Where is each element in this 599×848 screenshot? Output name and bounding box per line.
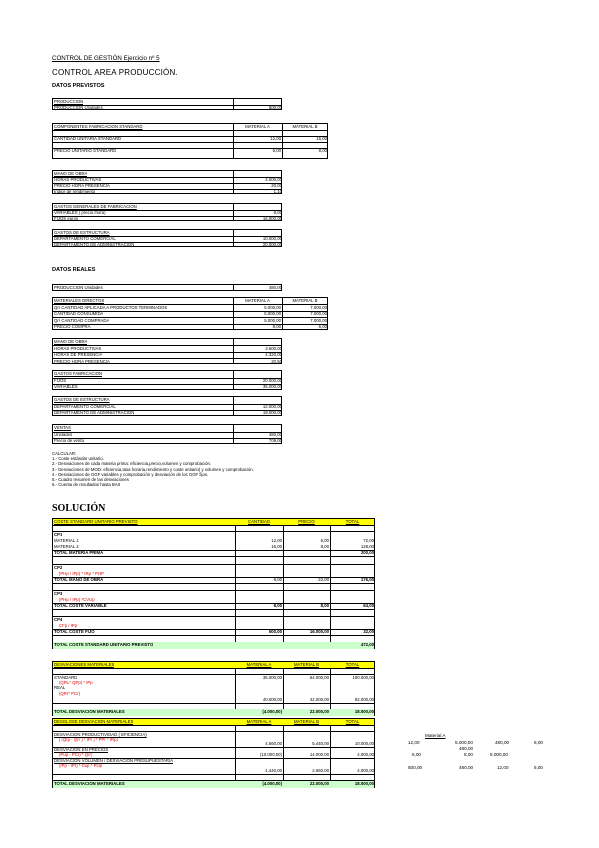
precio-venta-label: Precio de venta bbox=[54, 438, 84, 443]
material-1-label: MATERIAL 1 bbox=[54, 538, 79, 543]
side-r2-c3: 5.000,00 bbox=[490, 752, 508, 757]
desv-mat-col-total: TOTAL bbox=[345, 662, 360, 667]
real-fijos-label: FIJOS bbox=[54, 377, 67, 383]
real-materiales-table bbox=[52, 297, 328, 330]
cantidad-aplicada-a: 5.000,00 bbox=[264, 304, 281, 310]
componentes-title: COMPONENTES FABRICACION STANDARD bbox=[54, 124, 143, 129]
total-coste-variable-cantidad: 8,00 bbox=[273, 603, 282, 608]
cantidad-b: 16,00 bbox=[316, 136, 327, 141]
desviaciones-materiales-table bbox=[52, 661, 375, 716]
cantidad-consumida-label: CANTIDAD CONSUMIDA bbox=[54, 311, 104, 316]
precio-compra-b: 6,00 bbox=[318, 324, 327, 329]
cantidad-consumida-a: 5.000,00 bbox=[264, 311, 281, 316]
desv-total-label: TOTAL DESVIACION MATERIALES bbox=[54, 709, 125, 714]
real-col-b: MATERIAL B bbox=[292, 298, 318, 303]
desv-volumen-total: 4.000,00 bbox=[357, 768, 374, 773]
material-2-total: 128,00 bbox=[360, 544, 374, 549]
coste-std-header-label: COSTE STANDARD UNITARIO PREVISTO bbox=[54, 519, 138, 524]
material-2-precio: 8,00 bbox=[320, 544, 329, 549]
desv-real-formula: (QRr* PCr) bbox=[59, 691, 81, 696]
desv-productividad-label: DESVIACION PRODUCTIVIDAD ( EFICIENCIA) bbox=[54, 732, 147, 737]
total-materia-prima-label: TOTAL MATERIA PRIMA bbox=[54, 550, 104, 555]
real-precio-hora-label: PRECIO HORA PRESENCIA bbox=[54, 358, 110, 364]
ventas-unidades-label: Unidades bbox=[54, 431, 73, 437]
real-mano-obra-table bbox=[52, 338, 282, 364]
col-material-b: MATERIAL B bbox=[292, 124, 318, 129]
mano-obra-title: MANO DE OBRA bbox=[54, 171, 88, 176]
dep-admin-label: DEPARTAMENTO DE ADMINISTRACION bbox=[54, 242, 135, 247]
real-horas-pres-label: HORAS DE PRESENCIA bbox=[54, 352, 103, 357]
ventas-title: VENTAS bbox=[54, 425, 71, 430]
desv-productividad-formula: [ (Qrp - Qrr ) * IPr ] * PPr * IRp) bbox=[59, 737, 118, 742]
coste-std-col-cantidad: CANTIDAD bbox=[248, 519, 270, 524]
material-1-cantidad: 12,00 bbox=[271, 538, 282, 543]
total-mano-obra-cantidad: 8,00 bbox=[273, 577, 282, 582]
prev-estructura-table bbox=[52, 229, 282, 247]
cantidad-unitaria-label: CANTIDAD UNITARIA STANDARD bbox=[54, 136, 122, 141]
cantidad-consumida-b: 7.000,00 bbox=[310, 311, 327, 316]
desv-mat-col-a: MATERIAL A bbox=[246, 662, 272, 667]
desv-productividad-b: 5.440,00 bbox=[312, 741, 329, 746]
total-coste-fijo-value: 32,00 bbox=[363, 629, 374, 634]
total-coste-variable-value: 64,00 bbox=[363, 603, 374, 608]
real-ggf-title: GASTOS FABRICACION bbox=[54, 371, 103, 376]
desglose-total-b: 22.000,00 bbox=[309, 781, 329, 786]
desv-total-total: 18.000,00 bbox=[354, 709, 374, 714]
precio-venta-value: 708,00 bbox=[268, 438, 282, 443]
desv-real-a: 40.000,00 bbox=[262, 697, 282, 702]
material-2-cantidad: 16,00 bbox=[271, 544, 282, 549]
desglose-total-total: 18.000,00 bbox=[354, 781, 374, 786]
precio-b: 8,00 bbox=[318, 148, 327, 153]
exercise-title: CONTROL DE GESTIÓN Ejercicio nº 5 bbox=[52, 55, 160, 62]
desv-std-a: 36.000,00 bbox=[262, 675, 282, 680]
real-estructura-title: GASTOS DE ESTRUCTURA bbox=[54, 397, 110, 402]
side-r1-c3: 480,00 bbox=[495, 740, 510, 745]
cantidad-comprada-a: 5.000,00 bbox=[264, 317, 281, 323]
desv-volumen-label: DESVIACION VOLUMEN / DESVIACION PRESUPUESTARIA bbox=[54, 758, 174, 763]
calcular-item: 1.- Coste estándar unitario. bbox=[52, 456, 104, 462]
real-col-a: MATERIAL A bbox=[245, 298, 270, 303]
ggf-fijos-value: 16.000,00 bbox=[262, 216, 282, 221]
total-coste-variable-label: TOTAL COSTE VARIABLE bbox=[54, 603, 107, 608]
solucion-title: SOLUCIÓN bbox=[52, 503, 106, 514]
desglose-col-total: TOTAL bbox=[345, 719, 360, 724]
calcular-item: 4.- Desviaciones de GGF variables y comprobación y desviación de los GGF fijos. bbox=[52, 471, 209, 477]
total-mano-obra-label: TOTAL MANO DE OBRA bbox=[54, 577, 104, 582]
cantidad-aplicada-label: Qrr CANTIDAD APLICADA A PRODUCTOS TERMINADOS bbox=[54, 304, 168, 310]
real-dep-admin-label: DEPARTAMENTO DE ADMINISTRACION bbox=[54, 410, 135, 415]
total-coste-fijo-cantidad: 500,00 bbox=[268, 629, 282, 634]
real-produccion-table bbox=[52, 284, 282, 291]
calcular-list bbox=[52, 451, 254, 487]
precio-hora-value: 20,00 bbox=[271, 183, 282, 188]
desv-volumen-b: 2.560,00 bbox=[312, 768, 329, 773]
desv-productividad-total: 10.000,00 bbox=[354, 741, 374, 746]
material-1-total: 72,00 bbox=[363, 538, 374, 543]
coste-std-col-precio: PRECIO bbox=[298, 519, 315, 524]
ggf-fijos-label: FIJOS euros bbox=[54, 216, 79, 221]
cp1-label: CP1 bbox=[54, 532, 63, 537]
materiales-title: MATERIALES DIRECTOS bbox=[54, 298, 105, 303]
desv-real-total: 82.000,00 bbox=[354, 697, 374, 702]
horas-productivas-value: 4.000,00 bbox=[265, 177, 282, 182]
dep-comercial-label: DEPARTAMENTO COMERCIAL bbox=[54, 236, 116, 241]
prev-ggf-table bbox=[52, 203, 282, 221]
dep-comercial-value: 10.000,00 bbox=[262, 236, 282, 241]
ggf-variables-label: VARIABLES ( precio /hora) bbox=[54, 210, 106, 215]
dep-admin-value: 20.000,00 bbox=[262, 242, 282, 247]
total-coste-fijo-label: TOTAL COSTE FIJO bbox=[54, 629, 95, 634]
side-r2-c1: 6,00 bbox=[412, 752, 421, 757]
total-coste-fijo-precio: 16.000,00 bbox=[309, 629, 329, 634]
prev-componentes-table bbox=[52, 123, 328, 159]
desv-volumen-a: 1.440,00 bbox=[265, 768, 282, 773]
material-2-label: MATERIAL 2 bbox=[54, 544, 79, 549]
cp3-label: CP3 bbox=[54, 591, 63, 596]
real-precio-hora-value: 20,50 bbox=[271, 358, 282, 364]
desv-mat-header-label: DESVIACIONES MATERIALES bbox=[54, 662, 115, 667]
precio-unitario-label: PRECIO UNITARIO STANDARD bbox=[54, 148, 117, 153]
desv-mat-col-b: MATERIAL B bbox=[293, 662, 320, 667]
desv-std-total: 100.000,00 bbox=[352, 675, 374, 680]
desv-productividad-a: 4.560,00 bbox=[265, 741, 282, 746]
side-material-a-title: Material A bbox=[425, 733, 446, 738]
real-estructura-table bbox=[52, 396, 282, 416]
total-coste-variable-precio: 8,00 bbox=[320, 603, 329, 608]
previstos-title: DATOS PREVISTOS bbox=[52, 83, 105, 89]
cp2-label: CP2 bbox=[54, 565, 63, 570]
estructura-title: GASTOS DE ESTRUCTURA bbox=[54, 230, 110, 235]
real-fijos-value: 20.000,00 bbox=[262, 377, 282, 383]
ggf-title: GASTOS GENERALES DE FABRICACION bbox=[54, 204, 137, 209]
cantidad-a: 12,00 bbox=[270, 136, 281, 141]
total-mano-obra-precio: 22,00 bbox=[318, 577, 329, 582]
calcular-item: 2.- Desviaciones de cada materia prima: eficiencia,precio,volumen y comprobación. bbox=[52, 461, 212, 467]
prev-produccion-units-label: PRODUCCION Unidades bbox=[54, 105, 103, 110]
coste-standard-table bbox=[52, 518, 375, 649]
real-dep-admin-value: 19.000,00 bbox=[262, 410, 282, 415]
desv-volumen-formula: (IPp - IPr) * Cup * PUp bbox=[59, 763, 102, 768]
coste-std-col-total: TOTAL bbox=[345, 519, 360, 524]
side-r1-c4: 6,00 bbox=[534, 740, 543, 745]
desv-precios-formula: (Pup - PCr) * Qrr) bbox=[59, 752, 93, 757]
material-1-precio: 6,00 bbox=[320, 538, 329, 543]
cp4-label: CP4 bbox=[54, 617, 63, 622]
desglose-total-label: TOTAL DESVIACION MATERIALES bbox=[54, 781, 125, 786]
total-coste-std-label: TOTAL COSTE STANDARD UNITARIO PREVISTO bbox=[54, 642, 154, 647]
real-horas-pres-value: 4.320,00 bbox=[265, 352, 282, 357]
area-title: CONTROL AREA PRODUCCIÓN. bbox=[52, 68, 178, 77]
prev-produccion-table bbox=[52, 98, 282, 110]
side-r3-c2: 480,00 bbox=[459, 765, 474, 770]
cantidad-comprada-b: 7.000,00 bbox=[310, 317, 327, 323]
side-r2-c2: 8,00 bbox=[464, 752, 473, 757]
indice-rendimiento-value: 1,10 bbox=[273, 189, 282, 194]
prev-produccion-value: 500,00 bbox=[268, 105, 282, 110]
cp2-formula: (PHp / IPp) * IRp * PHP bbox=[59, 571, 104, 576]
real-horas-prod-label: HORAS PRODUCTIVAS bbox=[54, 345, 102, 351]
precio-compra-a: 8,00 bbox=[272, 324, 281, 329]
cp4-formula: CFp / IPp bbox=[59, 623, 78, 628]
desv-precios-b: 14.000,00 bbox=[309, 752, 329, 757]
real-dep-comercial-value: 12.000,00 bbox=[262, 403, 282, 409]
real-mano-title: MANO DE OBRA bbox=[54, 339, 88, 344]
desv-std-b: 64.000,00 bbox=[309, 675, 329, 680]
desv-total-b: 22.000,00 bbox=[309, 709, 329, 714]
real-variables-value: 35.000,00 bbox=[262, 384, 282, 389]
desv-std-label: STANDARD bbox=[54, 675, 78, 680]
desglose-desviacion-table bbox=[52, 718, 375, 788]
real-produccion-label: PRODUCCION Unidades bbox=[54, 285, 103, 290]
desglose-header-label: DESGLOSE DESVIACION MATERIALES bbox=[54, 719, 134, 724]
real-ventas-table bbox=[52, 424, 282, 444]
side-r3-c4: 6,00 bbox=[534, 765, 543, 770]
side-r3-c1: 500,00 bbox=[408, 765, 423, 770]
horas-productivas-label: HORAS PRODUCTIVAS bbox=[54, 177, 102, 182]
real-ggf-table bbox=[52, 370, 282, 390]
desv-precios-label: DESVIACION EN PRECIOS bbox=[54, 747, 109, 752]
total-coste-std-value: 472,00 bbox=[360, 642, 374, 647]
precio-hora-label: PRECIO HORA PRESENCIA bbox=[54, 183, 110, 188]
total-mano-obra-value: 176,00 bbox=[360, 577, 374, 582]
calcular-item: 6.- Cuenta de resultados hasta BAII bbox=[52, 482, 121, 488]
desv-total-a: (4.000,00) bbox=[262, 709, 282, 714]
calcular-title: CALCULAR: bbox=[52, 451, 77, 456]
calcular-item: 5.- Cuadro resumen de las desviaciones bbox=[52, 477, 129, 483]
prev-produccion-label: PRODUCCION bbox=[54, 99, 84, 104]
desv-std-formula: (QRL* QPp) * IPp bbox=[59, 680, 93, 685]
precio-a: 6,00 bbox=[272, 148, 281, 153]
real-produccion-value: 480,00 bbox=[268, 285, 282, 290]
real-dep-comercial-label: DEPARTAMENTO COMERCIAL bbox=[54, 403, 116, 409]
side-r3-c3: 12,00 bbox=[497, 765, 509, 770]
cantidad-aplicada-b: 7.000,00 bbox=[310, 304, 327, 310]
desv-precios-a: (10.000,00) bbox=[260, 752, 282, 757]
desglose-col-a: MATERIAL A bbox=[246, 719, 272, 724]
ggf-variables-value: 8,00 bbox=[273, 210, 282, 215]
desglose-col-b: MATERIAL B bbox=[293, 719, 320, 724]
side-r1b: 480,00 bbox=[459, 746, 474, 751]
desglose-total-a: (4.000,00) bbox=[262, 781, 282, 786]
cp3-formula: (PHp / IPp) *CVUp bbox=[59, 597, 95, 602]
reales-title: DATOS REALES bbox=[52, 267, 96, 273]
ventas-unidades-value: 480,00 bbox=[268, 431, 282, 437]
indice-rendimiento-label: Indice de rendimiento bbox=[54, 189, 96, 194]
side-r1-c1: 12,00 bbox=[408, 740, 420, 745]
col-material-a: MATERIAL A bbox=[245, 124, 270, 129]
real-variables-label: VARIABLES bbox=[54, 384, 78, 389]
precio-compra-label: PRECIO COMPRA bbox=[54, 324, 91, 329]
prev-mano-obra-table bbox=[52, 170, 282, 194]
desv-real-label: REAL bbox=[54, 685, 66, 690]
side-r1-c2: 5.000,00 bbox=[455, 740, 473, 745]
cantidad-comprada-label: Qrr CANTIDAD COMPRADA bbox=[54, 317, 110, 323]
calcular-item: 3.- Desviaciones de MOD: eficiencia,tasa horaria,rendimiento y coste unitario) y volumen y comprobación. bbox=[52, 466, 254, 472]
desv-real-b: 42.000,00 bbox=[309, 697, 329, 702]
total-materia-prima-value: 200,00 bbox=[360, 550, 374, 555]
desv-precios-total: 4.000,00 bbox=[357, 752, 374, 757]
real-horas-prod-value: 3.600,00 bbox=[265, 345, 282, 351]
